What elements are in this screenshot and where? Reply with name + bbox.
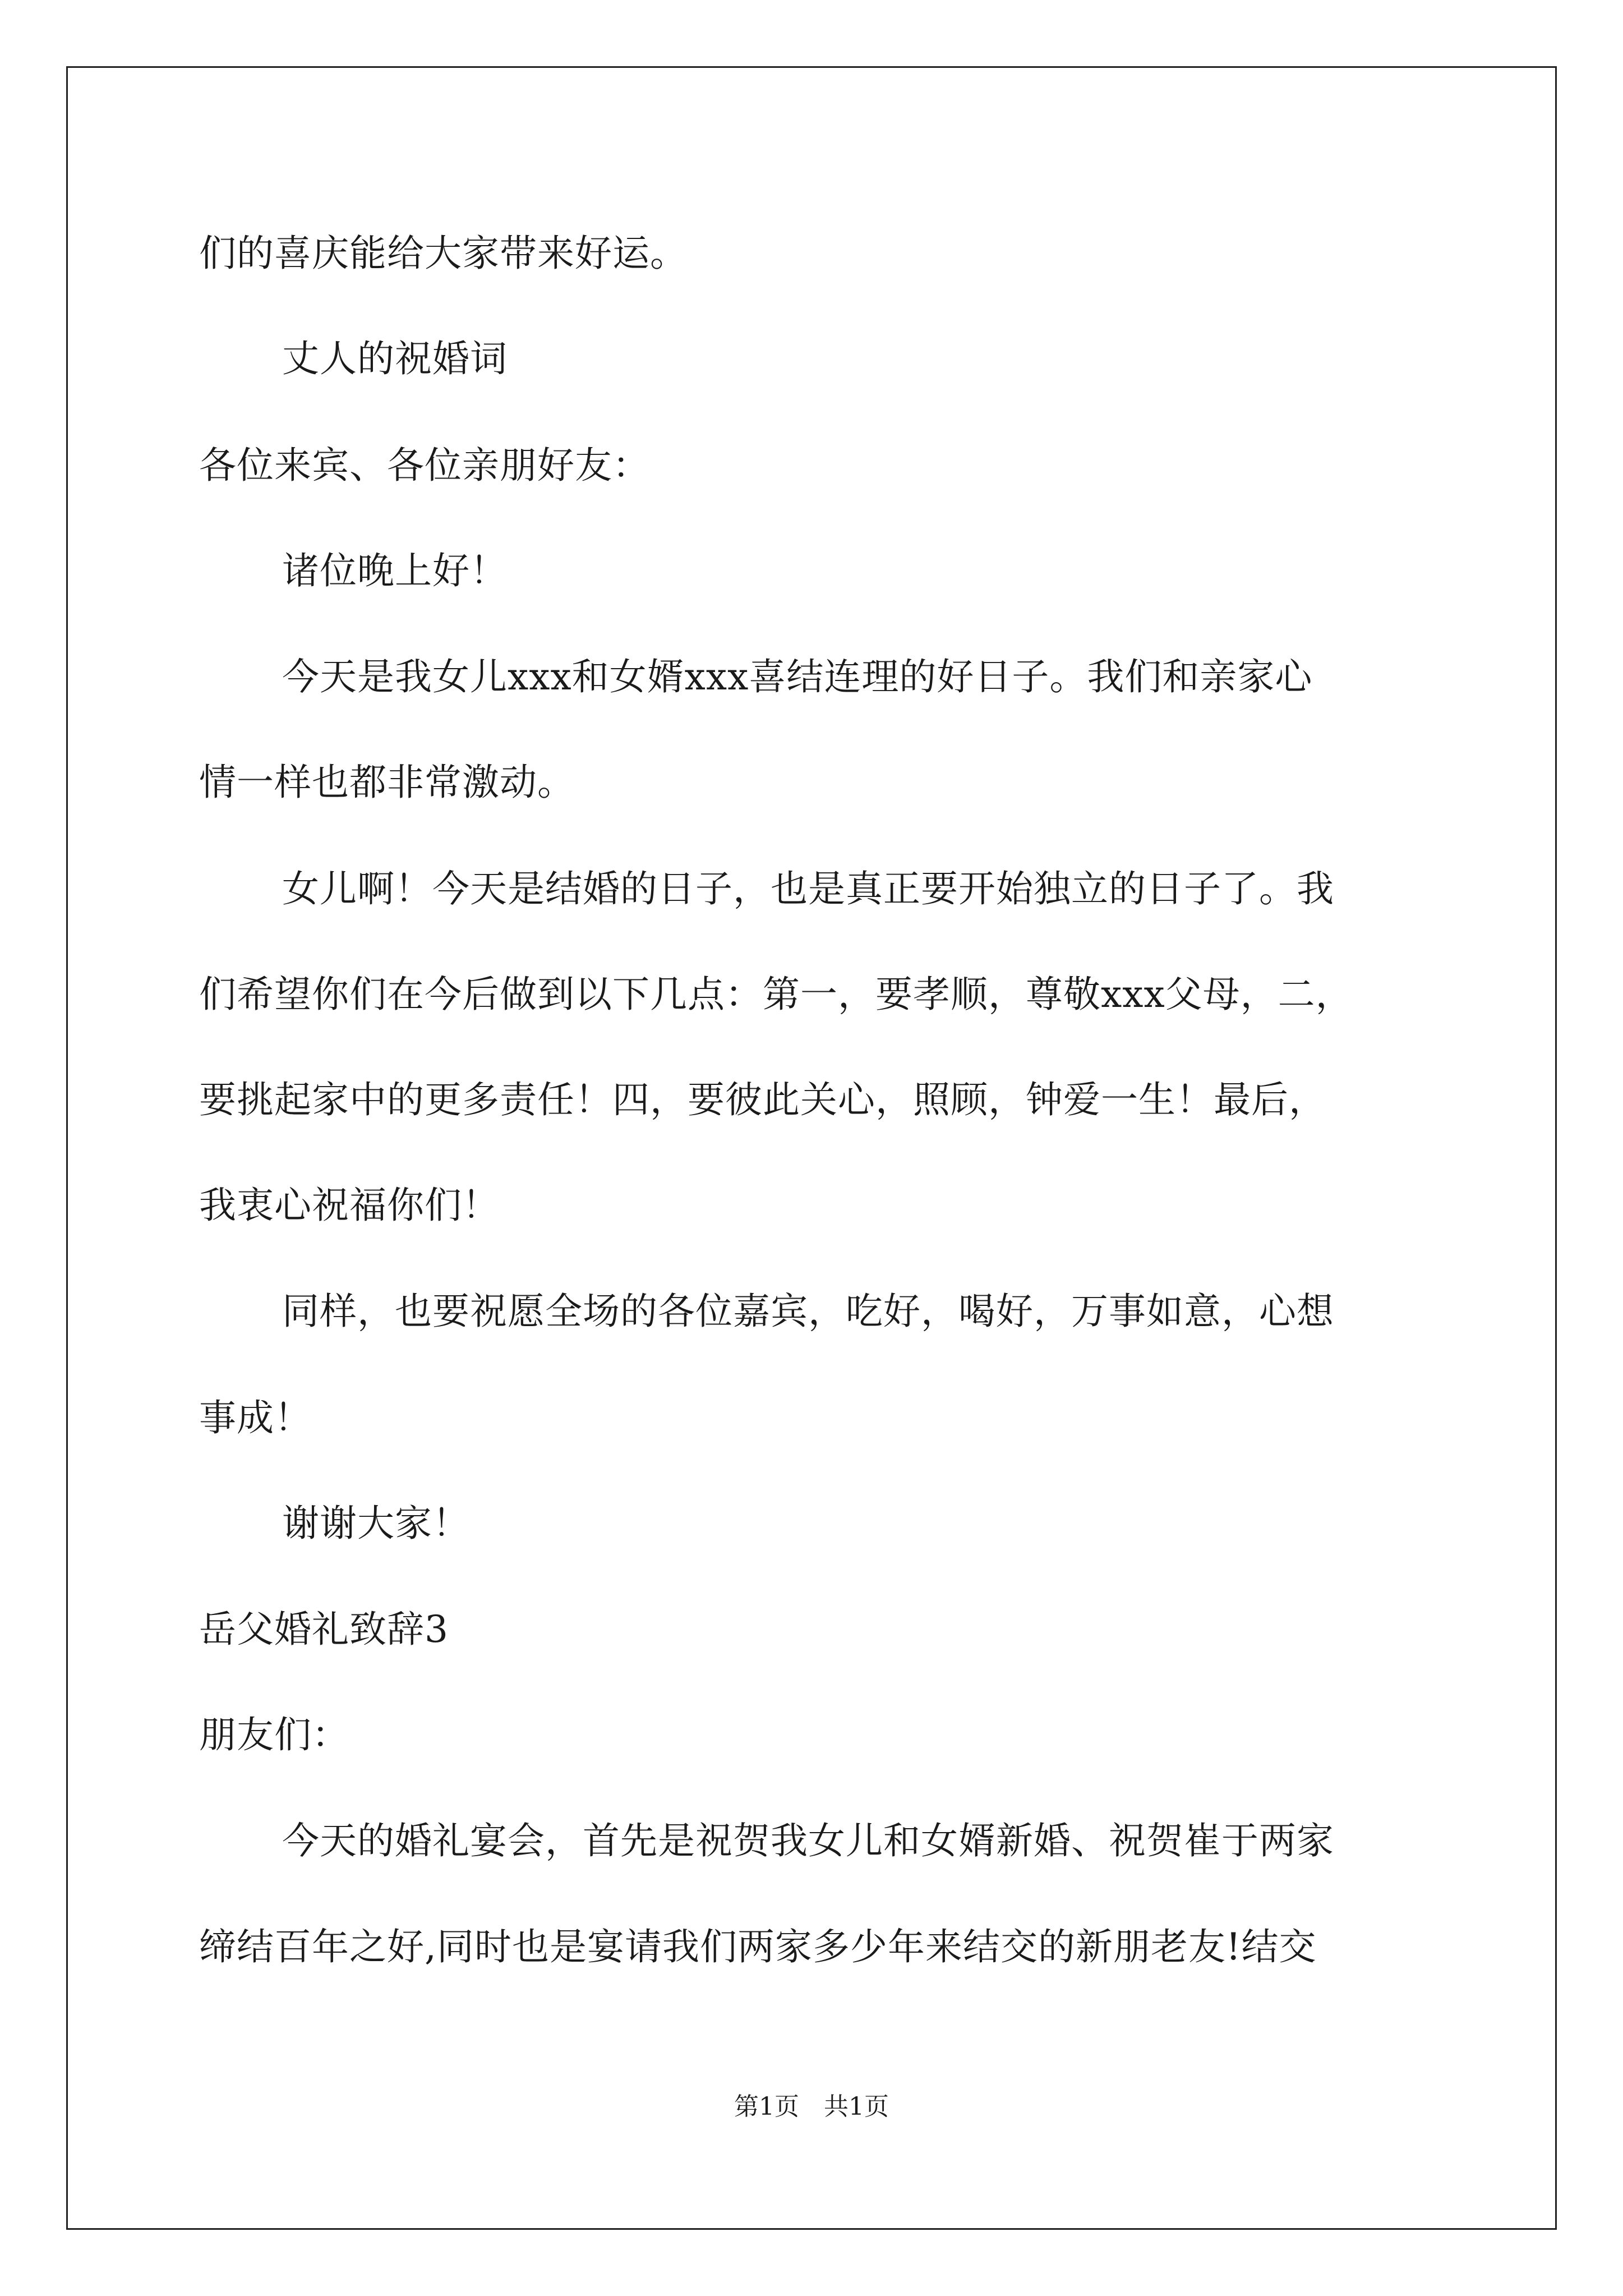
thanks-line: 谢谢大家！ — [282, 1502, 470, 1545]
page-total: 共1页 — [824, 2092, 889, 2121]
text-line-16: 今天的婚礼宴会，首先是祝贺我女儿和女婿新婚、祝贺崔于两家 — [282, 1819, 1334, 1862]
text-line-11: 同样，也要祝愿全场的各位嘉宾，吃好，喝好，万事如意，心想 — [282, 1290, 1334, 1333]
text-line-6: 情一样也都非常激动。 — [199, 761, 575, 804]
text-line-1: 们的喜庆能给大家带来好运。 — [199, 232, 688, 275]
text-line-12: 事成！ — [199, 1396, 312, 1439]
text-line-9: 要挑起家中的更多责任！四，要彼此关心，照顾，钟爱一生！最后， — [199, 1078, 1326, 1121]
section-title-speech-3: 岳父婚礼致辞3 — [199, 1608, 449, 1651]
text-line-7: 女儿啊！今天是结婚的日子，也是真正要开始独立的日子了。我 — [282, 867, 1334, 910]
greeting-line: 诸位晚上好！ — [282, 549, 508, 592]
section-title-father-in-law-speech: 丈人的祝婚词 — [282, 337, 508, 380]
text-line-5: 今天是我女儿xxx和女婿xxx喜结连理的好日子。我们和亲家心 — [282, 655, 1313, 698]
text-line-17: 缔结百年之好,同时也是宴请我们两家多少年来结交的新朋老友!结交 — [199, 1925, 1317, 1968]
page-border — [66, 66, 1557, 2230]
text-line-8: 们希望你们在今后做到以下几点：第一，要孝顺，尊敬xxx父母，二， — [199, 973, 1353, 1016]
page-footer — [0, 2091, 1623, 2123]
page-number: 第1页 — [734, 2092, 799, 2121]
salutation-line: 各位来宾、各位亲朋好友： — [199, 444, 650, 487]
text-line-10: 我衷心祝福你们！ — [199, 1184, 500, 1227]
salutation-friends: 朋友们： — [199, 1713, 349, 1756]
